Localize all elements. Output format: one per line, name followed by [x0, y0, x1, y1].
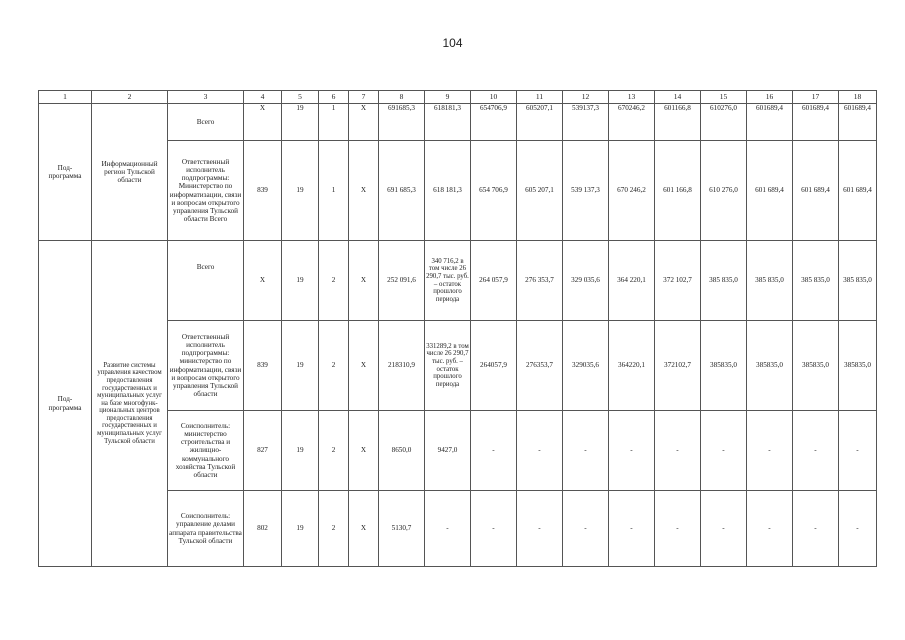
cell-c9: - [425, 491, 471, 567]
cell-c5: 19 [282, 411, 319, 491]
cell-c4: X [244, 104, 282, 141]
cell-c6: 1 [319, 104, 349, 141]
cell-c10: 264 057,9 [471, 241, 517, 321]
cell-c8: 691 685,3 [379, 141, 425, 241]
cell-c6: 2 [319, 241, 349, 321]
cell-c11: 605 207,1 [517, 141, 563, 241]
cell-c14: - [655, 491, 701, 567]
column-number-1: 1 [39, 91, 92, 104]
cell-c4: 827 [244, 411, 282, 491]
column-number-16: 16 [747, 91, 793, 104]
column-number-17: 17 [793, 91, 839, 104]
executor-cell: Соисполнитель: управление делами аппарата правительства Тульской области [168, 491, 244, 567]
cell-c6: 2 [319, 491, 349, 567]
cell-c9: 331289,2 в том числе 26 290,7 тыс. руб. – остаток прошлого периода [425, 321, 471, 411]
cell-c17: 601689,4 [793, 104, 839, 141]
cell-c4: X [244, 241, 282, 321]
table-row [39, 241, 877, 321]
cell-c14: 601166,8 [655, 104, 701, 141]
cell-c9: 618181,3 [425, 104, 471, 141]
column-number-6: 6 [319, 91, 349, 104]
cell-c7: X [349, 321, 379, 411]
column-number-10: 10 [471, 91, 517, 104]
cell-c10: 654 706,9 [471, 141, 517, 241]
cell-c15: 610 276,0 [701, 141, 747, 241]
cell-c7: X [349, 411, 379, 491]
cell-c5: 19 [282, 104, 319, 141]
page-number: 104 [442, 36, 463, 50]
cell-c13: 364220,1 [609, 321, 655, 411]
cell-c13: - [609, 491, 655, 567]
column-number-13: 13 [609, 91, 655, 104]
cell-c11: 276 353,7 [517, 241, 563, 321]
cell-c14: 601 166,8 [655, 141, 701, 241]
cell-c11: - [517, 411, 563, 491]
cell-c16: 601689,4 [747, 104, 793, 141]
cell-c17: 385 835,0 [793, 241, 839, 321]
cell-c11: 276353,7 [517, 321, 563, 411]
cell-c6: 1 [319, 141, 349, 241]
executor-cell: Соисполнитель: министерство строительства и жилищно-коммунального хозяйства Тульской области [168, 411, 244, 491]
cell-c9: 618 181,3 [425, 141, 471, 241]
cell-c16: 601 689,4 [747, 141, 793, 241]
program-name-cell: Информационный регион Тульской области [92, 104, 168, 241]
cell-c13: 364 220,1 [609, 241, 655, 321]
cell-c4: 839 [244, 321, 282, 411]
cell-c5: 19 [282, 241, 319, 321]
executor-cell: Всего [168, 104, 244, 141]
column-number-2: 2 [92, 91, 168, 104]
cell-c7: X [349, 491, 379, 567]
cell-c17: 601 689,4 [793, 141, 839, 241]
column-number-7: 7 [349, 91, 379, 104]
column-number-8: 8 [379, 91, 425, 104]
cell-c11: - [517, 491, 563, 567]
cell-c12: 329035,6 [563, 321, 609, 411]
program-type-cell: Под- программа [39, 241, 92, 567]
cell-c11: 605207,1 [517, 104, 563, 141]
cell-c15: 610276,0 [701, 104, 747, 141]
cell-c7: X [349, 141, 379, 241]
cell-c15: 385835,0 [701, 321, 747, 411]
column-number-4: 4 [244, 91, 282, 104]
cell-c5: 19 [282, 491, 319, 567]
cell-c17: - [793, 411, 839, 491]
executor-cell: Всего [168, 241, 244, 321]
column-number-12: 12 [563, 91, 609, 104]
cell-c14: 372 102,7 [655, 241, 701, 321]
executor-cell: Ответственный исполнитель подпрограммы: министерство по информатизации, связи и вопросам открытого управления Тульской области [168, 321, 244, 411]
cell-c18: 385 835,0 [839, 241, 877, 321]
cell-c18: - [839, 411, 877, 491]
cell-c14: - [655, 411, 701, 491]
cell-c9: 340 716,2 в том числе 26 290,7 тыс. руб. – остаток прошлого периода [425, 241, 471, 321]
column-number-5: 5 [282, 91, 319, 104]
cell-c12: 539137,3 [563, 104, 609, 141]
column-number-9: 9 [425, 91, 471, 104]
column-number-18: 18 [839, 91, 877, 104]
cell-c10: - [471, 491, 517, 567]
cell-c18: 601689,4 [839, 104, 877, 141]
cell-c9: 9427,0 [425, 411, 471, 491]
program-name-cell: Развитие системы управления качеством предоставления государственных и муниципальных услуг на базе многофунк-циональных центров предоставления государственных и муниципальных услуг Тульской области [92, 241, 168, 567]
cell-c8: 218310,9 [379, 321, 425, 411]
cell-c13: 670 246,2 [609, 141, 655, 241]
program-type-cell: Под- программа [39, 104, 92, 241]
cell-c17: 385835,0 [793, 321, 839, 411]
cell-c4: 802 [244, 491, 282, 567]
cell-c12: 539 137,3 [563, 141, 609, 241]
executor-cell: Ответственный исполнитель подпрограммы: Министерство по информатизации, связи и вопросам открытого управления Тульской области Всего [168, 141, 244, 241]
cell-c12: - [563, 491, 609, 567]
cell-c16: 385 835,0 [747, 241, 793, 321]
cell-c8: 8650,0 [379, 411, 425, 491]
cell-c18: 385835,0 [839, 321, 877, 411]
cell-c12: - [563, 411, 609, 491]
cell-c13: 670246,2 [609, 104, 655, 141]
cell-c6: 2 [319, 321, 349, 411]
column-number-11: 11 [517, 91, 563, 104]
budget-table [38, 90, 877, 567]
cell-c8: 691685,3 [379, 104, 425, 141]
cell-c8: 5130,7 [379, 491, 425, 567]
cell-c7: X [349, 104, 379, 141]
cell-c10: 654706,9 [471, 104, 517, 141]
column-number-3: 3 [168, 91, 244, 104]
cell-c4: 839 [244, 141, 282, 241]
cell-c12: 329 035,6 [563, 241, 609, 321]
cell-c16: - [747, 491, 793, 567]
column-number-14: 14 [655, 91, 701, 104]
cell-c18: - [839, 491, 877, 567]
cell-c15: 385 835,0 [701, 241, 747, 321]
cell-c15: - [701, 411, 747, 491]
cell-c6: 2 [319, 411, 349, 491]
cell-c8: 252 091,6 [379, 241, 425, 321]
cell-c17: - [793, 491, 839, 567]
column-number-15: 15 [701, 91, 747, 104]
cell-c10: - [471, 411, 517, 491]
cell-c10: 264057,9 [471, 321, 517, 411]
cell-c5: 19 [282, 141, 319, 241]
cell-c13: - [609, 411, 655, 491]
cell-c7: X [349, 241, 379, 321]
column-number-row [39, 91, 877, 104]
cell-c14: 372102,7 [655, 321, 701, 411]
cell-c16: 385835,0 [747, 321, 793, 411]
table-row [39, 104, 877, 141]
cell-c5: 19 [282, 321, 319, 411]
cell-c15: - [701, 491, 747, 567]
cell-c16: - [747, 411, 793, 491]
cell-c18: 601 689,4 [839, 141, 877, 241]
